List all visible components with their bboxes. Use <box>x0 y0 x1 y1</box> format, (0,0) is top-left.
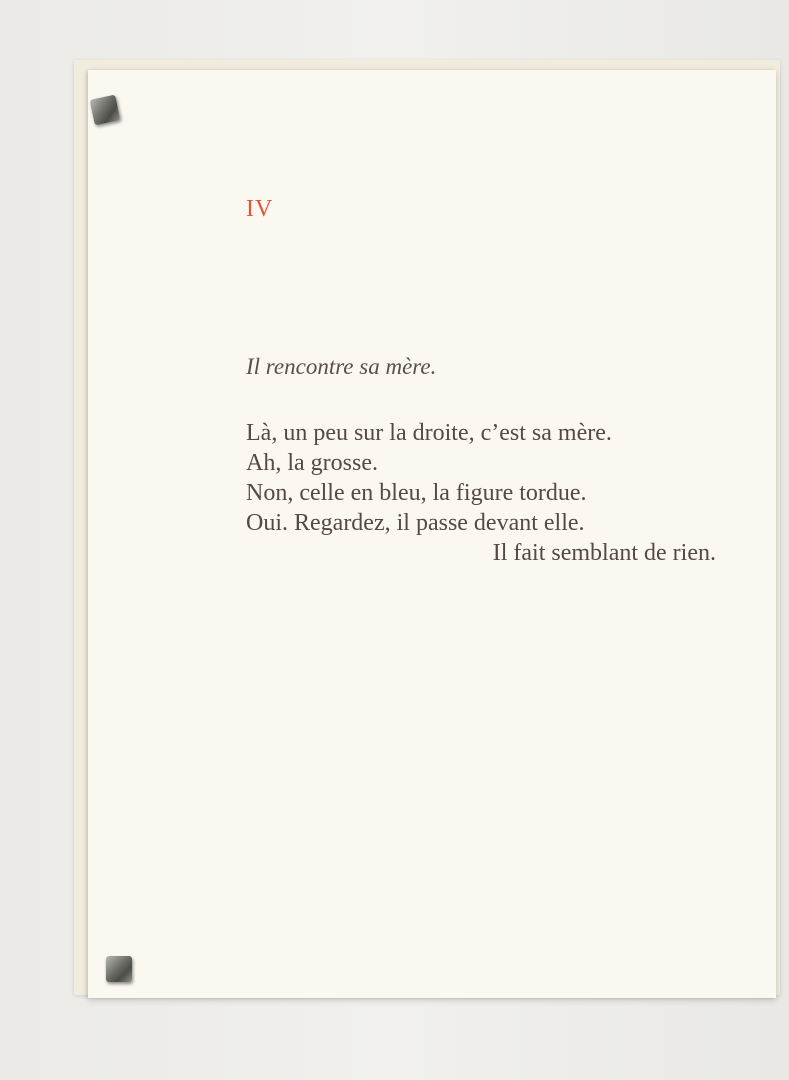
poem-line: Non, celle en bleu, la figure tordue. <box>246 480 587 506</box>
poem-line: Oui. Regardez, il passe devant elle. <box>246 510 585 536</box>
paper-weight-top <box>90 95 121 126</box>
paper-weight-bottom <box>106 956 132 982</box>
poem-line: Il fait semblant de rien. <box>492 540 716 566</box>
poem-heading: Il rencontre sa mère. <box>246 354 437 379</box>
poem-body <box>246 418 716 568</box>
poem-line: Là, un peu sur la droite, c’est sa mère. <box>246 420 612 446</box>
section-number: IV <box>246 196 274 222</box>
poem-line: Ah, la grosse. <box>246 450 378 476</box>
